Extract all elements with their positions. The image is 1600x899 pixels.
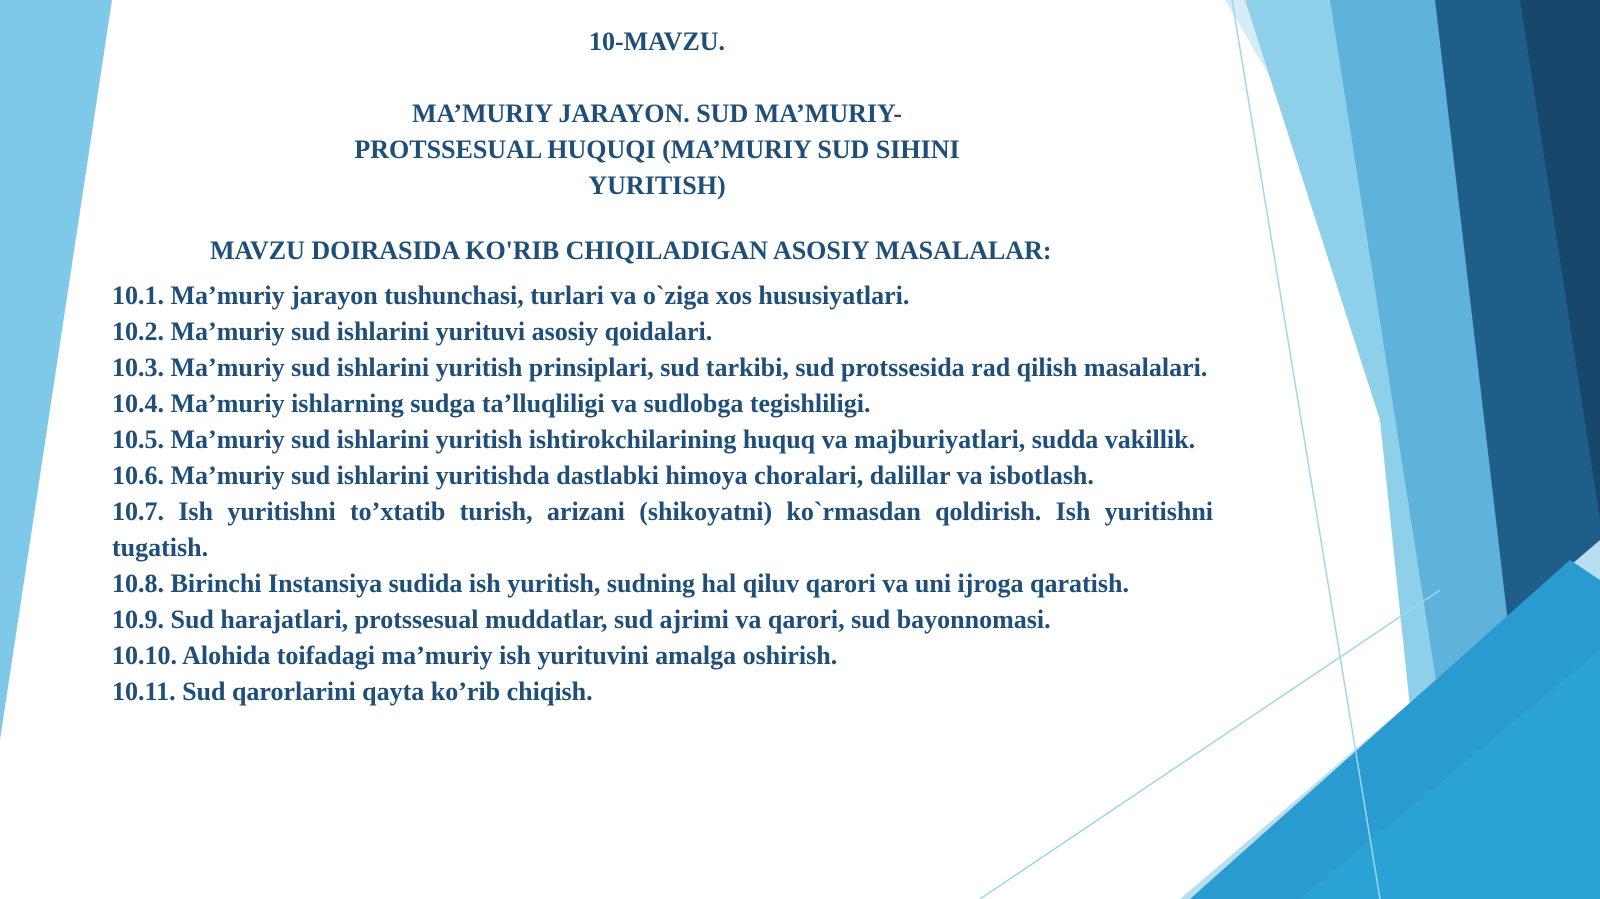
slide-title-line: YURITISH) xyxy=(588,171,726,200)
topic-label: 10-MAVZU. xyxy=(588,27,726,56)
topic-list xyxy=(112,278,1213,710)
list-item: 10.11. Sud qarorlarini qayta ko’rib chiqish. xyxy=(112,677,593,706)
slide-title xyxy=(300,96,1014,204)
slide-title-line: MA’MURIY JARAYON. SUD MA’MURIY- xyxy=(411,99,903,128)
slide-title-line: PROTSSESUAL HUQUQI (MA’MURIY SUD SIHINI xyxy=(354,135,960,164)
list-item: 10.9. Sud harajatlari, protssesual muddatlar, sud ajrimi va qarori, sud bayonnomasi. xyxy=(112,605,1051,634)
list-item: 10.10. Alohida toifadagi ma’muriy ish yurituvini amalga oshirish. xyxy=(112,641,838,670)
list-item: 10.1. Ma’muriy jarayon tushunchasi, turlari va o`ziga xos hususiyatlari. xyxy=(112,281,910,310)
list-item: 10.7. Ish yuritishni to’xtatib turish, arizani (shikoyatni) ko`rmasdan qoldirish. Ish yuritishni tugatish. xyxy=(112,497,1213,562)
list-item: 10.6. Ma’muriy sud ishlarini yuritishda dastlabki himoya choralari, dalillar va isbotlash. xyxy=(112,461,1094,490)
list-item: 10.4. Ma’muriy ishlarning sudga ta’lluqliligi va sudlobga tegishliligi. xyxy=(112,389,871,418)
section-heading: MAVZU DOIRASIDA KO'RIB CHIQILADIGAN ASOSIY MASALALAR: xyxy=(210,236,1052,265)
list-item: 10.2. Ma’muriy sud ishlarini yurituvi asosiy qoidalari. xyxy=(112,317,713,346)
list-item: 10.8. Birinchi Instansiya sudida ish yuritish, sudning hal qiluv qarori va uni ijroga qaratish. xyxy=(112,569,1129,598)
list-item: 10.5. Ma’muriy sud ishlarini yuritish ishtirokchilarining huquq va majburiyatlari, sudda vakillik. xyxy=(112,425,1196,454)
list-item: 10.3. Ma’muriy sud ishlarini yuritish prinsiplari, sud tarkibi, sud protssesida rad qilish masalalari. xyxy=(112,353,1208,382)
